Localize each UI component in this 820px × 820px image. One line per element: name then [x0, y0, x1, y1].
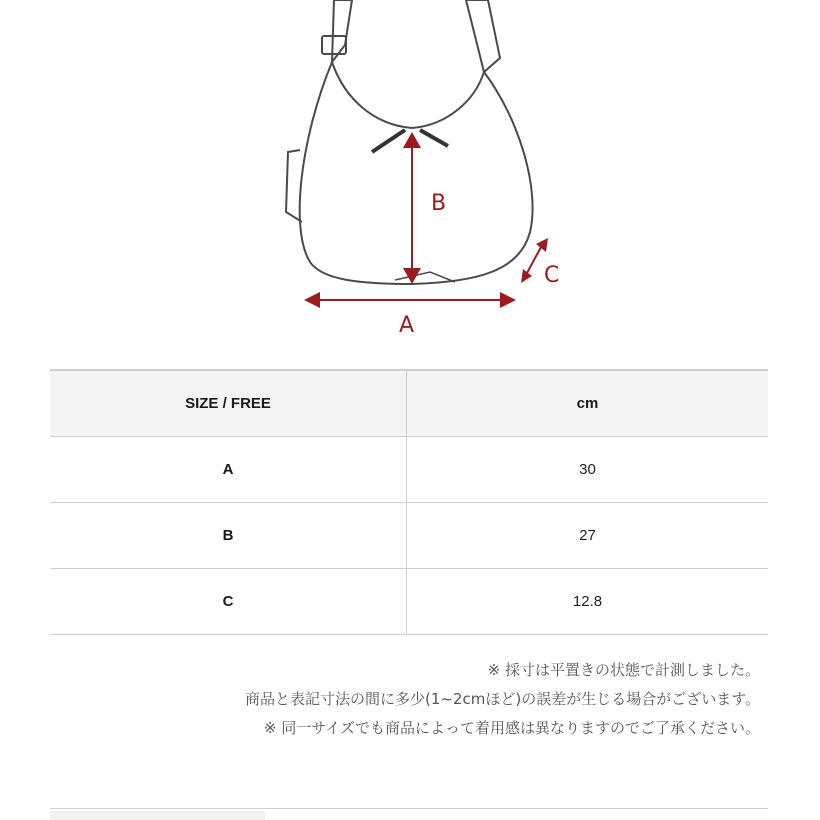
size-label: B	[50, 503, 407, 569]
divider	[50, 808, 768, 809]
note-fit-variation: ※ 同一サイズでも商品によって着用感は異なりますのでご了承ください。	[263, 719, 760, 737]
size-table	[50, 369, 768, 635]
size-value: 30	[407, 437, 769, 503]
dimension-a-arrow-right	[500, 292, 516, 308]
dimension-c-arrow-top	[536, 238, 548, 252]
bag-strap	[332, 0, 352, 62]
bottom-seam	[395, 272, 455, 282]
size-header: SIZE / FREE	[50, 370, 407, 437]
table-row	[50, 437, 768, 503]
strap-buckle	[322, 36, 346, 54]
bag-size-diagram	[0, 0, 820, 350]
unit-header: cm	[407, 370, 769, 437]
measurement-notes	[245, 656, 760, 743]
dimension-c-arrow-bottom	[521, 269, 532, 283]
zipper-pull-right	[420, 130, 448, 146]
size-label: C	[50, 569, 407, 635]
size-label: A	[50, 437, 407, 503]
note-tolerance: 商品と表記寸法の間に多少(1~2cmほど)の誤差が生じる場合がございます。	[244, 690, 760, 708]
table-row	[50, 569, 768, 635]
dimension-b-arrow-top	[403, 132, 421, 148]
note-measurement-method: ※ 採寸は平置きの状態で計測しました。	[487, 661, 760, 679]
dimension-b-arrow-bottom	[403, 268, 421, 284]
dimension-c-line	[527, 247, 541, 273]
next-section-tab	[50, 811, 265, 820]
dimension-a-label: A	[399, 313, 415, 338]
dimension-c-label: C	[544, 263, 560, 288]
bag-outline	[300, 62, 533, 284]
zipper-pull-left	[372, 130, 405, 152]
size-value: 27	[407, 503, 769, 569]
dimension-a-arrow-left	[304, 292, 320, 308]
table-header-row	[50, 370, 768, 437]
bag-strap-right	[466, 0, 500, 72]
table-row	[50, 503, 768, 569]
size-value: 12.8	[407, 569, 769, 635]
dimension-b-label: B	[431, 191, 447, 216]
